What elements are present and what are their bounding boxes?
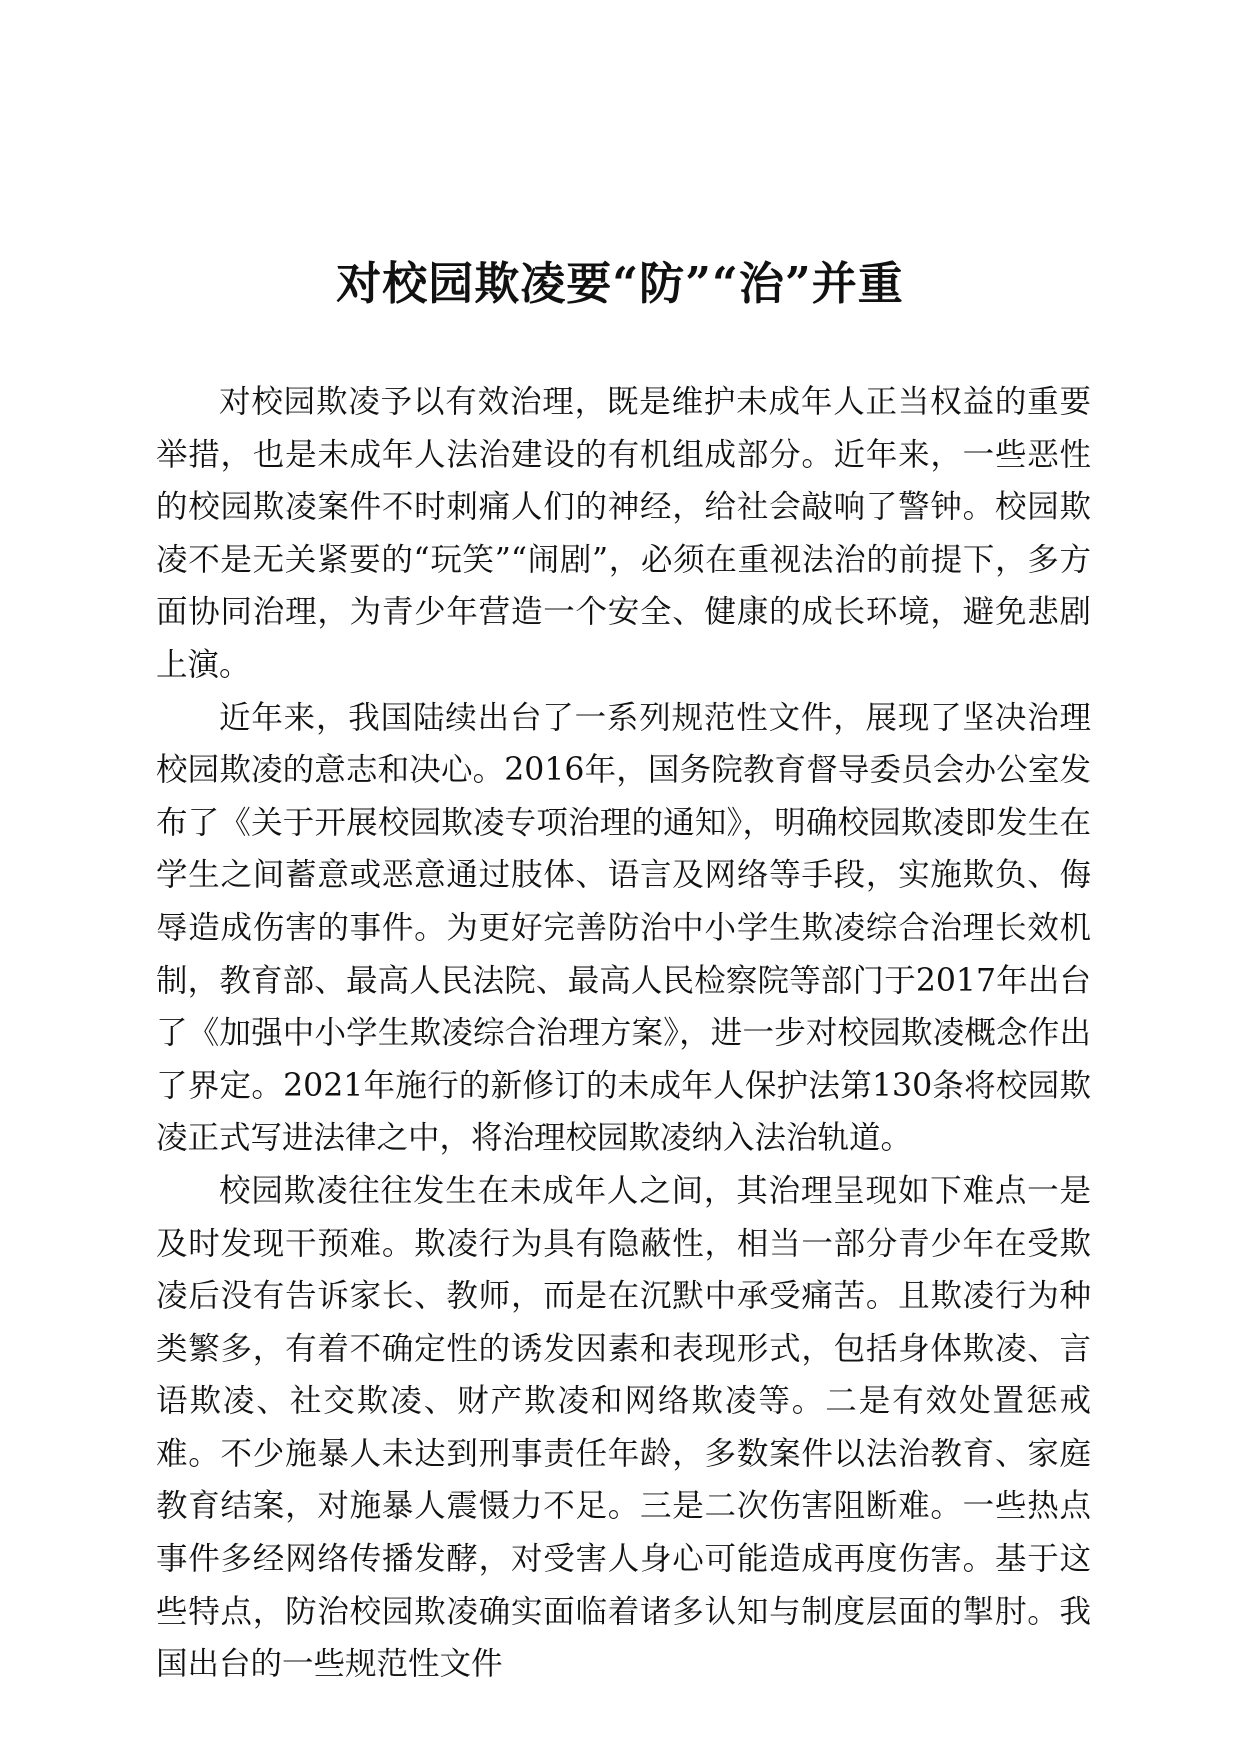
document-body <box>156 376 1091 1691</box>
paragraph: 校园欺凌往往发生在未成年人之间，其治理呈现如下难点一是及时发现干预难。欺凌行为具有隐蔽性，相当一部分青少年在受欺凌后没有告诉家长、教师，而是在沉默中承受痛苦。且欺凌行为种类繁多，有着不确定性的诱发因素和表现形式，包括身体欺凌、言语欺凌、社交欺凌、财产欺凌和网络欺凌等。二是有效处置惩戒难。不少施暴人未达到刑事责任年龄，多数案件以法治教育、家庭教育结案，对施暴人震慑力不足。三是二次伤害阻断难。一些热点事件多经网络传播发酵，对受害人身心可能造成再度伤害。基于这些特点，防治校园欺凌确实面临着诸多认知与制度层面的掣肘。我国出台的一些规范性文件 <box>156 1172 1091 1683</box>
paragraph: 近年来，我国陆续出台了一系列规范性文件，展现了坚决治理校园欺凌的意志和决心。2016年，国务院教育督导委员会办公室发布了《关于开展校园欺凌专项治理的通知》，明确校园欺凌即发生在学生之间蓄意或恶意通过肢体、语言及网络等手段，实施欺负、侮辱造成伤害的事件。为更好完善防治中小学生欺凌综合治理长效机制，教育部、最高人民法院、最高人民检察院等部门于2017年出台了《加强中小学生欺凌综合治理方案》，进一步对校园欺凌概念作出了界定。2021年施行的新修订的未成年人保护法第130条将校园欺凌正式写进法律之中，将治理校园欺凌纳入法治轨道。 <box>156 699 1091 1157</box>
paragraph: 对校园欺凌予以有效治理，既是维护未成年人正当权益的重要举措，也是未成年人法治建设的有机组成部分。近年来，一些恶性的校园欺凌案件不时刺痛人们的神经，给社会敲响了警钟。校园欺凌不是无关紧要的“玩笑”“闹剧”，必须在重视法治的前提下，多方面协同治理，为青少年营造一个安全、健康的成长环境，避免悲剧上演。 <box>156 384 1091 683</box>
document-title: 对校园欺凌要“防”“治”并重 <box>336 257 904 310</box>
